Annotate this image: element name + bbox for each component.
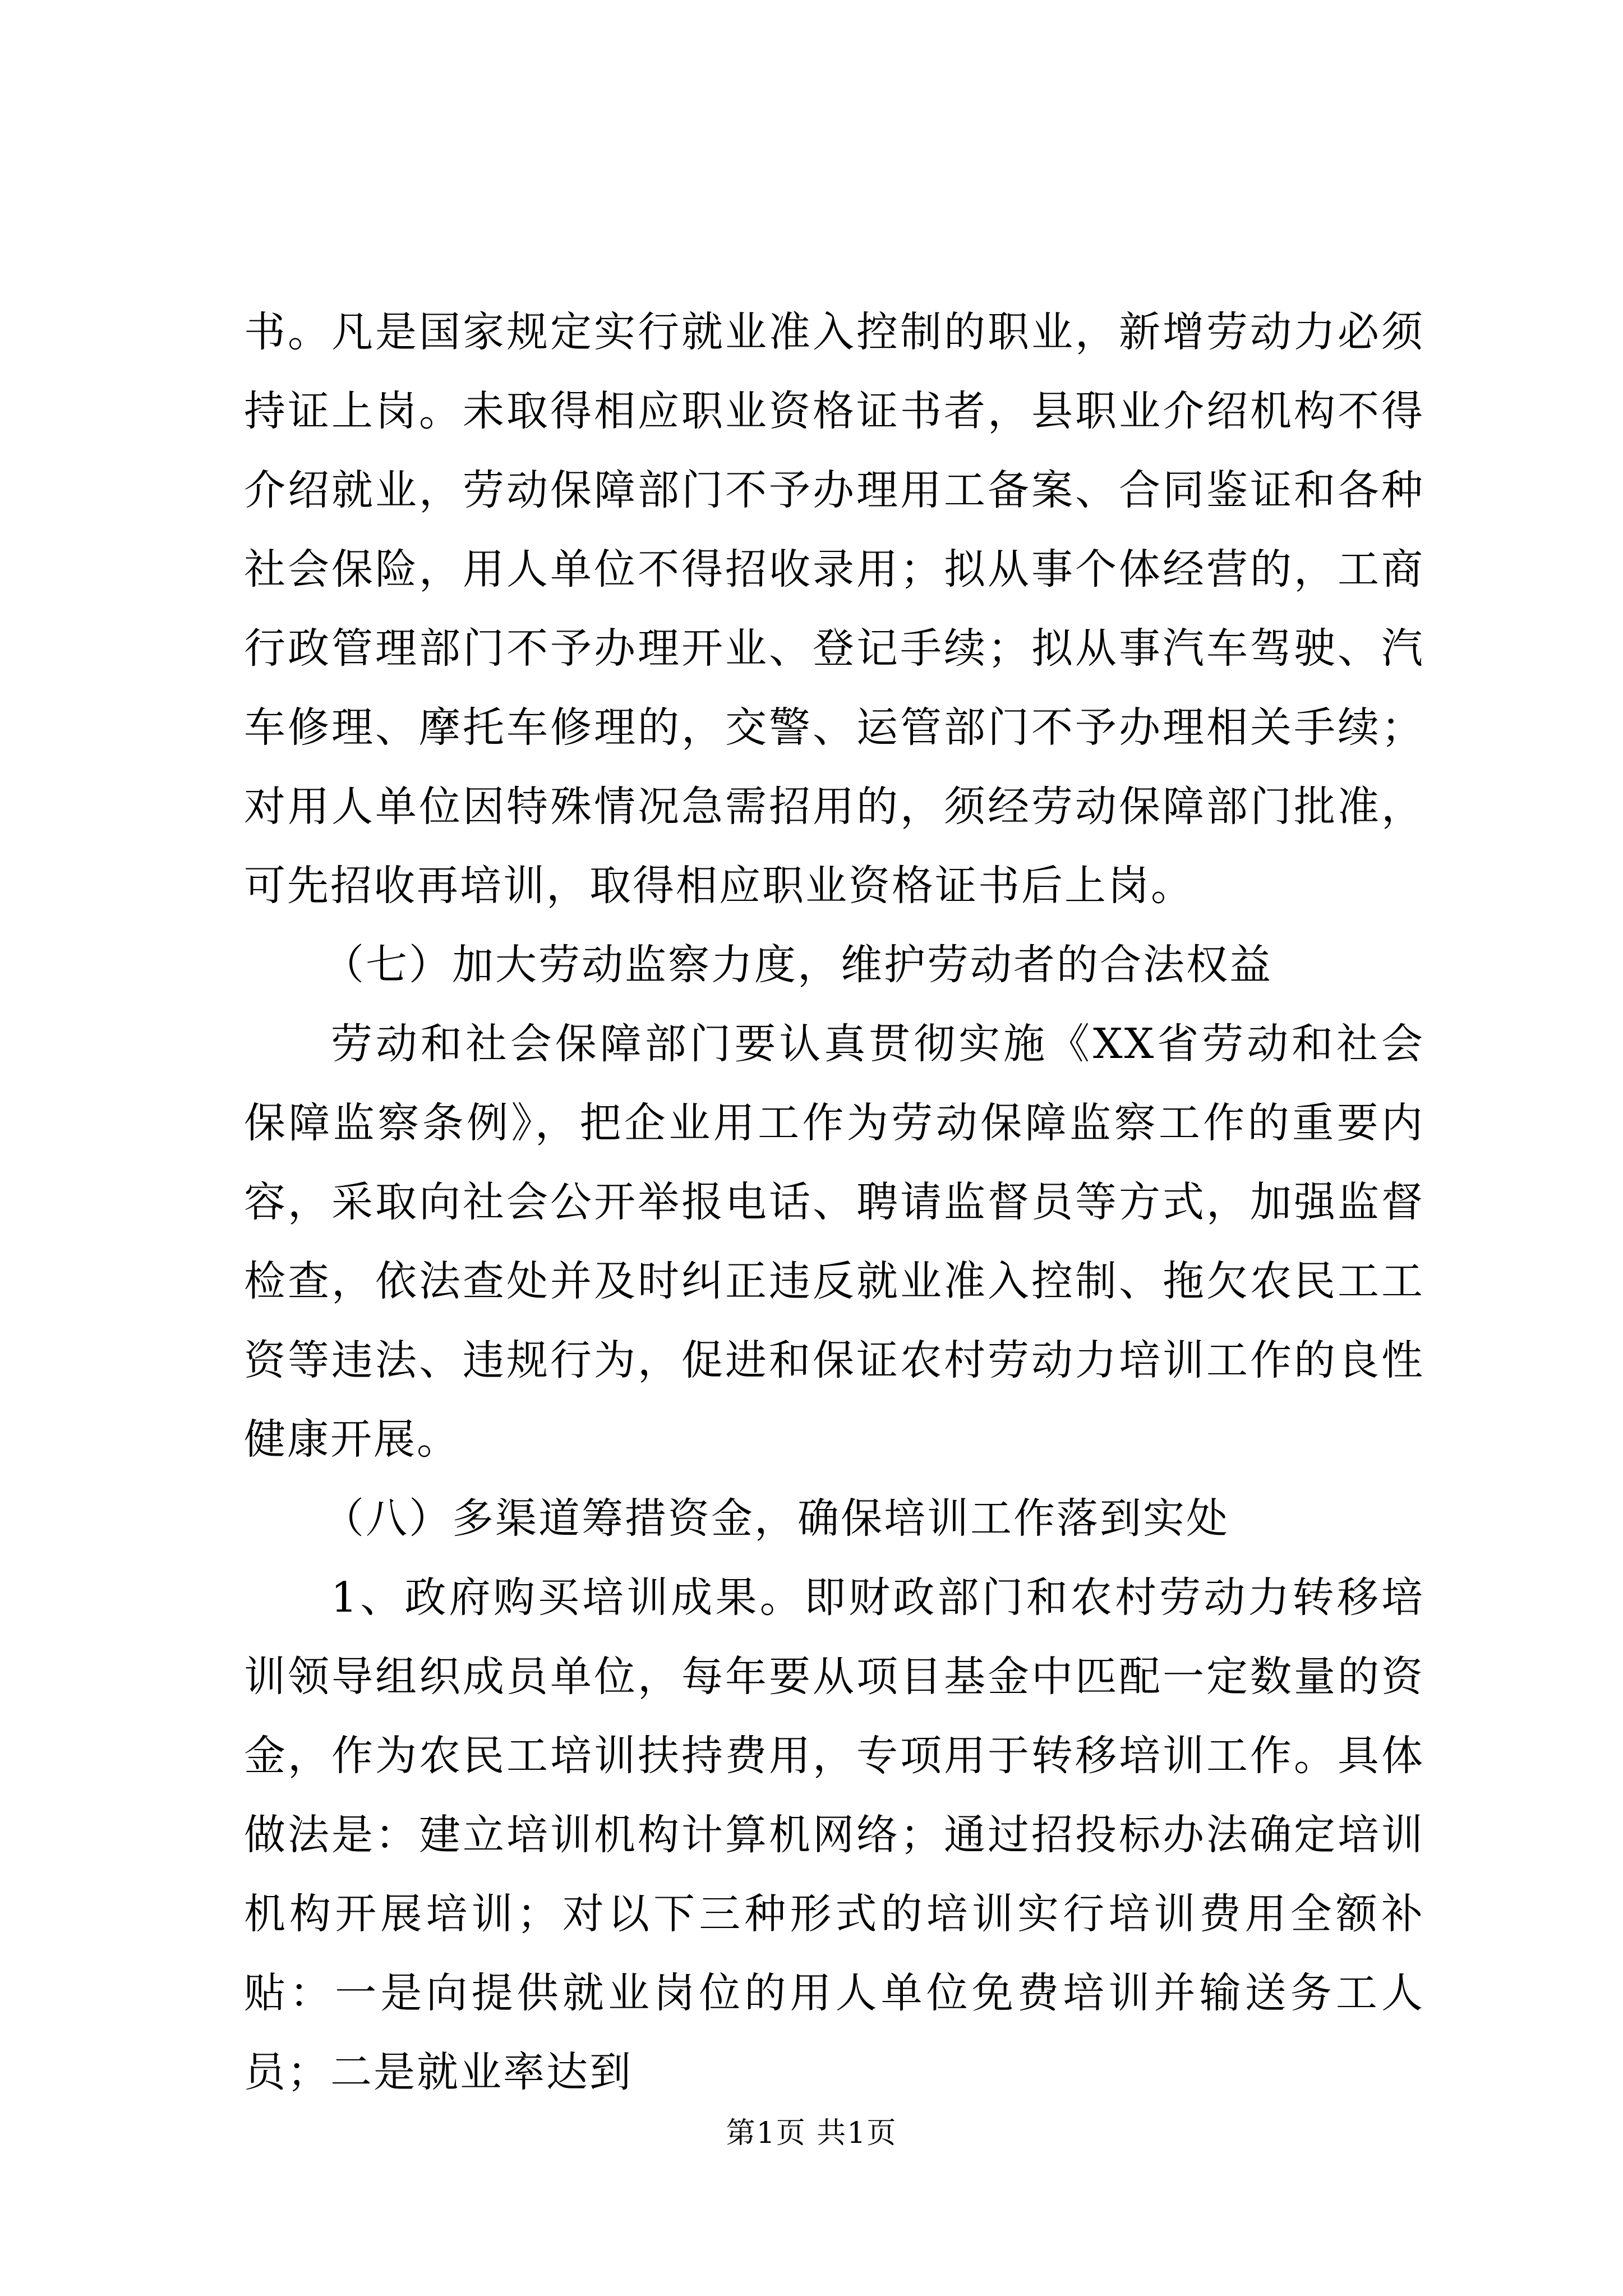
section-heading-labor-inspection: （七）加大劳动监察力度，维护劳动者的合法权益 xyxy=(322,941,1272,989)
page-footer: 第1页 共1页 xyxy=(726,2116,897,2150)
document-body xyxy=(244,293,1424,2112)
section-heading-funding: （八）多渠道筹措资金，确保培训工作落到实处 xyxy=(322,1494,1229,1543)
paragraph-government-purchase: 1、政府购买培训成果。即财政部门和农村劳动力转移培训领导组织成员单位，每年要从项目基金中匹配一定数量的资金，作为农民工培训扶持费用，专项用于转移培训工作。具体做法是：建立培训机构计算机网络；通过招投标办法确定培训机构开展培训；对以下三种形式的培训实行培训费用全额补贴：一是向提供就业岗位的用人单位免费培训并输送务工人员；二是就业率达到 xyxy=(244,1573,1424,2096)
paragraph-labor-inspection: 劳动和社会保障部门要认真贯彻实施《XX省劳动和社会保障监察条例》，把企业用工作为劳动保障监察工作的重要内容，采取向社会公开举报电话、聘请监督员等方式，加强监督检查，依法查处并及时纠正违反就业准入控制、拖欠农民工工资等违法、违规行为，促进和保证农村劳动力培训工作的良性健康开展。 xyxy=(244,1020,1424,1464)
paragraph-employment-access: 书。凡是国家规定实行就业准入控制的职业，新增劳动力必须持证上岗。未取得相应职业资格证书者，县职业介绍机构不得介绍就业，劳动保障部门不予办理用工备案、合同鉴证和各种社会保险，用人单位不得招收录用；拟从事个体经营的，工商行政管理部门不予办理开业、登记手续；拟从事汽车驾驶、汽车修理、摩托车修理的，交警、运管部门不予办理相关手续；对用人单位因特殊情况急需招用的，须经劳动保障部门批准，可先招收再培训，取得相应职业资格证书后上岗。 xyxy=(244,308,1424,910)
